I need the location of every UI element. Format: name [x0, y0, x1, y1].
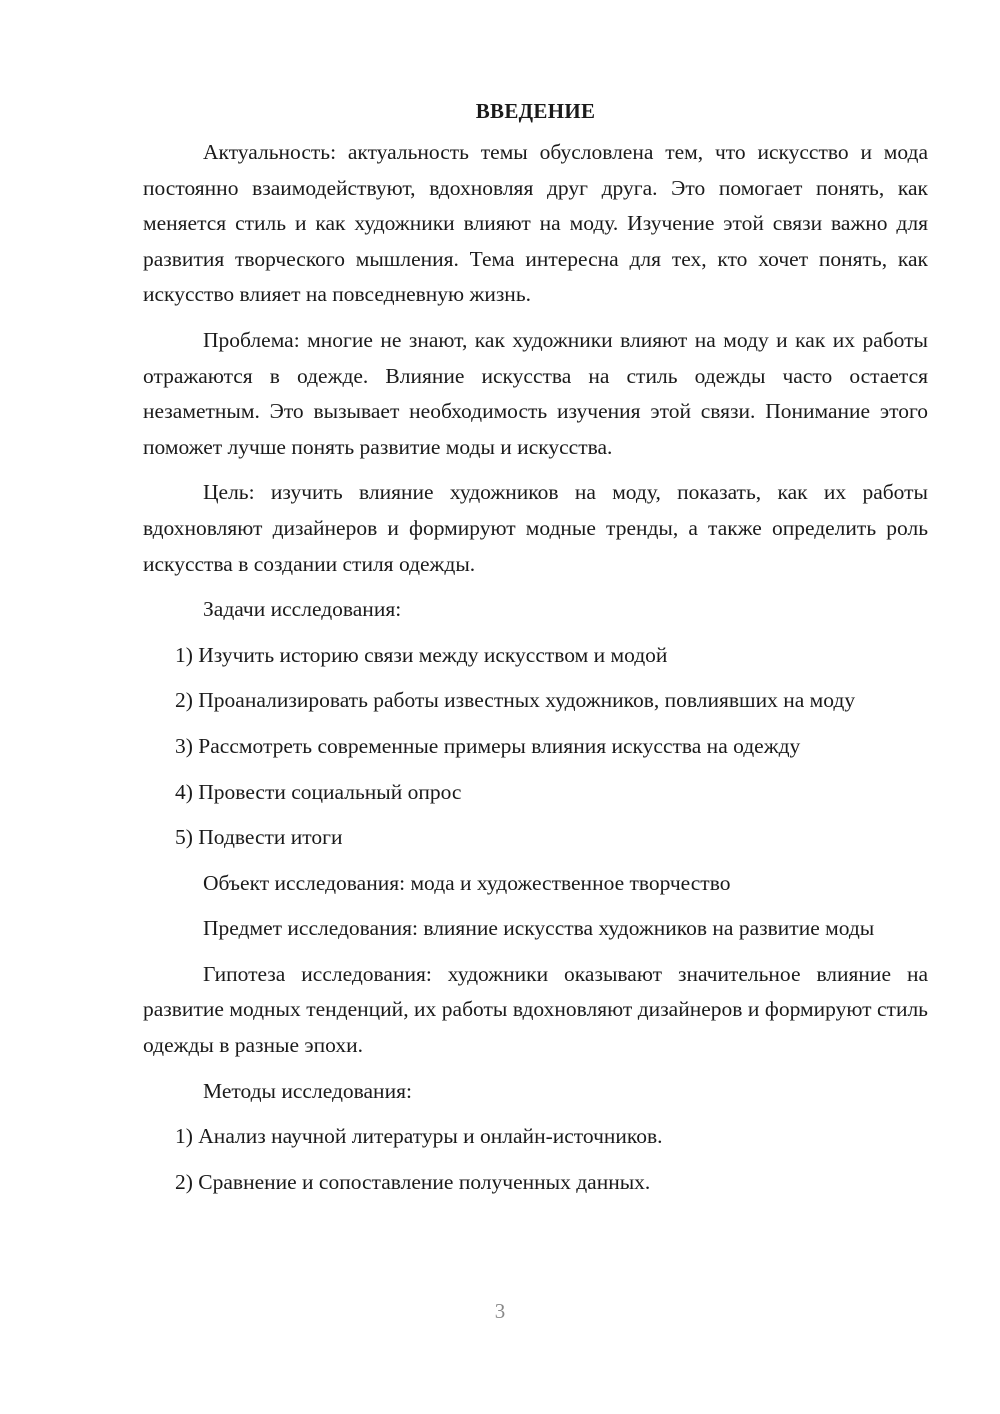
- list-item: 2) Сравнение и сопоставление полученных данных.: [175, 1169, 651, 1194]
- methods-list: [143, 1119, 928, 1200]
- object-paragraph: Объект исследования: мода и художественное творчество: [203, 870, 731, 895]
- list-item: 4) Провести социальный опрос: [175, 779, 462, 804]
- tasks-title: Задачи исследования:: [203, 597, 402, 622]
- subject-paragraph: Предмет исследования: влияние искусства художников на развитие моды: [203, 916, 875, 941]
- list-item: 3) Рассмотреть современные примеры влияния искусства на одежду: [175, 733, 801, 758]
- list-item: 5) Подвести итоги: [175, 825, 343, 850]
- section-heading: ВВЕДЕНИЕ: [475, 99, 596, 123]
- hypothesis-paragraph: Гипотеза исследования: художники оказывают значительное влияние на развитие модных тенденций, их работы вдохновляют дизайнеров и формируют стиль одежды в разные эпохи.: [143, 961, 928, 1058]
- goal-paragraph: Цель: изучить влияние художников на моду, показать, как их работы вдохновляют дизайнеров и формируют модные тренды, а также определить роль искусства в создании стиля одежды.: [143, 480, 928, 576]
- tasks-list: [143, 638, 928, 856]
- page-number: 3: [494, 1299, 506, 1323]
- list-item: 1) Анализ научной литературы и онлайн-источников.: [175, 1124, 663, 1149]
- list-item: 1) Изучить историю связи между искусством и модой: [175, 642, 668, 667]
- page-content: [143, 94, 928, 1210]
- relevance-paragraph: Актуальность: актуальность темы обусловлена тем, что искусство и мода постоянно взаимодействуют, вдохновляя друг друга. Это помогает понять, как меняется стиль и как художники влияют на моду. Изучение этой связи важно для развития творческого мышления. Тема интересна для тех, кто хочет понять, как искусство влияет на повседневную жизнь.: [143, 140, 928, 307]
- list-item: 2) Проанализировать работы известных художников, повлиявших на моду: [175, 688, 856, 713]
- problem-paragraph: Проблема: многие не знают, как художники влияют на моду и как их работы отражаются в одежде. Влияние искусства на стиль одежды часто остается незаметным. Это вызывает необходимость изучения этой связи. Понимание этого поможет лучше понять развитие моды и искусства.: [143, 327, 928, 459]
- methods-title: Методы исследования:: [203, 1078, 412, 1103]
